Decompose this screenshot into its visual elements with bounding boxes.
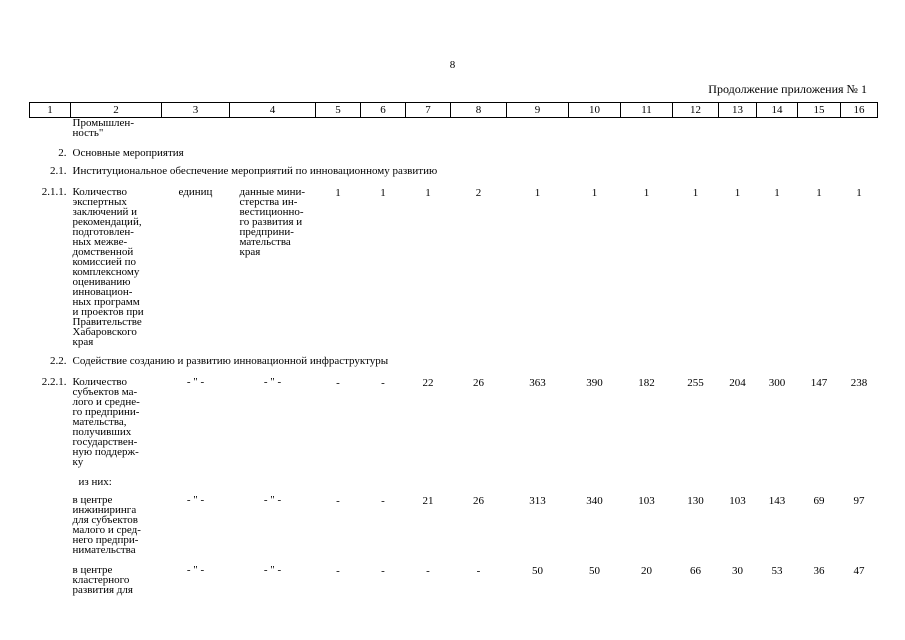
source-cell: - " - [263,376,282,388]
value-cell: 182 [638,377,655,389]
value-cell: - [426,565,430,577]
value-cell: 50 [532,565,543,577]
table-row [30,471,878,489]
indicator-name: Промышлен- ность" [72,117,134,139]
value-cell: 1 [534,187,541,199]
value-cell: 390 [586,377,603,389]
value-cell: 238 [850,377,868,389]
continuation-caption: Продолжение приложения № 1 [708,82,867,96]
value-cell: 20 [641,565,652,577]
unit-cell: - " - [186,564,205,576]
value-cell: 1 [591,187,598,199]
header-cell: 6 [361,103,406,118]
header-cell: 12 [673,103,719,118]
value-cell: - [476,565,481,577]
unit-cell: - " - [186,376,205,388]
value-cell: 340 [586,495,603,507]
value-cell: 204 [729,377,746,389]
value-cell: 36 [813,565,825,577]
value-cell: 97 [853,495,865,507]
value-cell: - [381,377,385,389]
table-row [30,559,878,599]
value-cell: 1 [692,187,699,199]
row-index: 2.1.1. [41,186,67,198]
value-cell: 1 [380,187,386,199]
value-cell: 22 [422,377,434,389]
header-cell: 3 [162,103,230,118]
value-cell: - [336,495,340,507]
indicator-name: Количество экспертных заключений и рекомендаций, подготовлен- ных межве- домственной комиссией по комплексному оцениванию инновацион- ных программ и проектов при Правительстве Хабаровского края [72,186,144,348]
page-number: 8 [449,59,456,71]
header-cell: 11 [621,103,673,118]
value-cell: 363 [529,377,546,389]
value-cell: 147 [810,377,828,389]
value-cell: 143 [768,495,786,507]
header-cell: 10 [569,103,621,118]
value-cell: 53 [771,565,783,577]
value-cell: 69 [813,495,825,507]
value-cell: 103 [638,495,655,507]
value-cell: 47 [853,565,865,577]
value-cell: - [381,565,385,577]
value-cell: 1 [856,187,862,199]
table-row [30,371,878,471]
value-cell: 313 [529,495,546,507]
header-cell: 14 [757,103,798,118]
source-cell: - " - [263,494,282,506]
value-cell: 1 [425,187,431,199]
row-index: 2.1. [50,165,67,177]
value-cell: 50 [589,565,600,577]
value-cell: 2 [475,187,482,199]
indicator-name: Количество субъектов ма- лого и средне- го предприни- мательства, получивших государствен- ную поддерж- ку [72,376,140,468]
value-cell: 255 [687,377,704,389]
header-cell: 9 [507,103,569,118]
source-cell: данные мини- стерства ин- вестиционно- го развития и предприни- мательства края [239,186,306,258]
row-index: 2. [58,147,67,159]
value-cell: - [336,377,340,389]
value-cell: 1 [643,187,650,199]
header-cell: 15 [798,103,841,118]
subgroup-label: из них: [78,476,112,488]
value-cell: 1 [734,187,741,199]
header-cell: 8 [451,103,507,118]
unit-cell: единиц [178,186,213,198]
section-row [30,161,878,181]
value-cell: 103 [729,495,746,507]
table-row [30,181,878,351]
header-cell: 5 [316,103,361,118]
indicators-table [29,102,878,599]
value-cell: 1 [335,187,341,199]
unit-cell: - " - [186,494,205,506]
indicator-name: в центре кластерного развития для [72,564,133,596]
value-cell: - [336,565,340,577]
section-title: Содействие созданию и развитию инновационной инфраструктуры [72,355,389,367]
value-cell: 1 [774,187,780,199]
header-cell: 7 [406,103,451,118]
value-cell: 26 [473,495,484,507]
section-row [30,138,878,161]
header-cell: 4 [230,103,316,118]
header-cell: 2 [71,103,162,118]
value-cell: 130 [687,495,704,507]
row-index: 2.2. [50,355,67,367]
value-cell: 300 [768,377,786,389]
value-cell: 66 [690,565,701,577]
value-cell: 1 [816,187,822,199]
indicator-name: в центре инжиниринга для субъектов малого и сред- него предпри- нимательства [72,494,141,556]
value-cell: - [381,495,385,507]
value-cell: 26 [473,377,484,389]
section-title: Основные мероприятия [72,147,184,159]
header-cell: 16 [841,103,878,118]
row-index: 2.2.1. [41,376,67,388]
header-cell: 1 [30,103,71,118]
table-row [30,118,878,139]
value-cell: 21 [422,495,434,507]
source-cell: - " - [263,564,282,576]
section-row [30,351,878,371]
header-cell: 13 [719,103,757,118]
header-row [30,103,878,118]
value-cell: 30 [732,565,743,577]
section-title: Институциональное обеспечение мероприятий по инновационному развитию [72,165,438,177]
table-row [30,489,878,559]
